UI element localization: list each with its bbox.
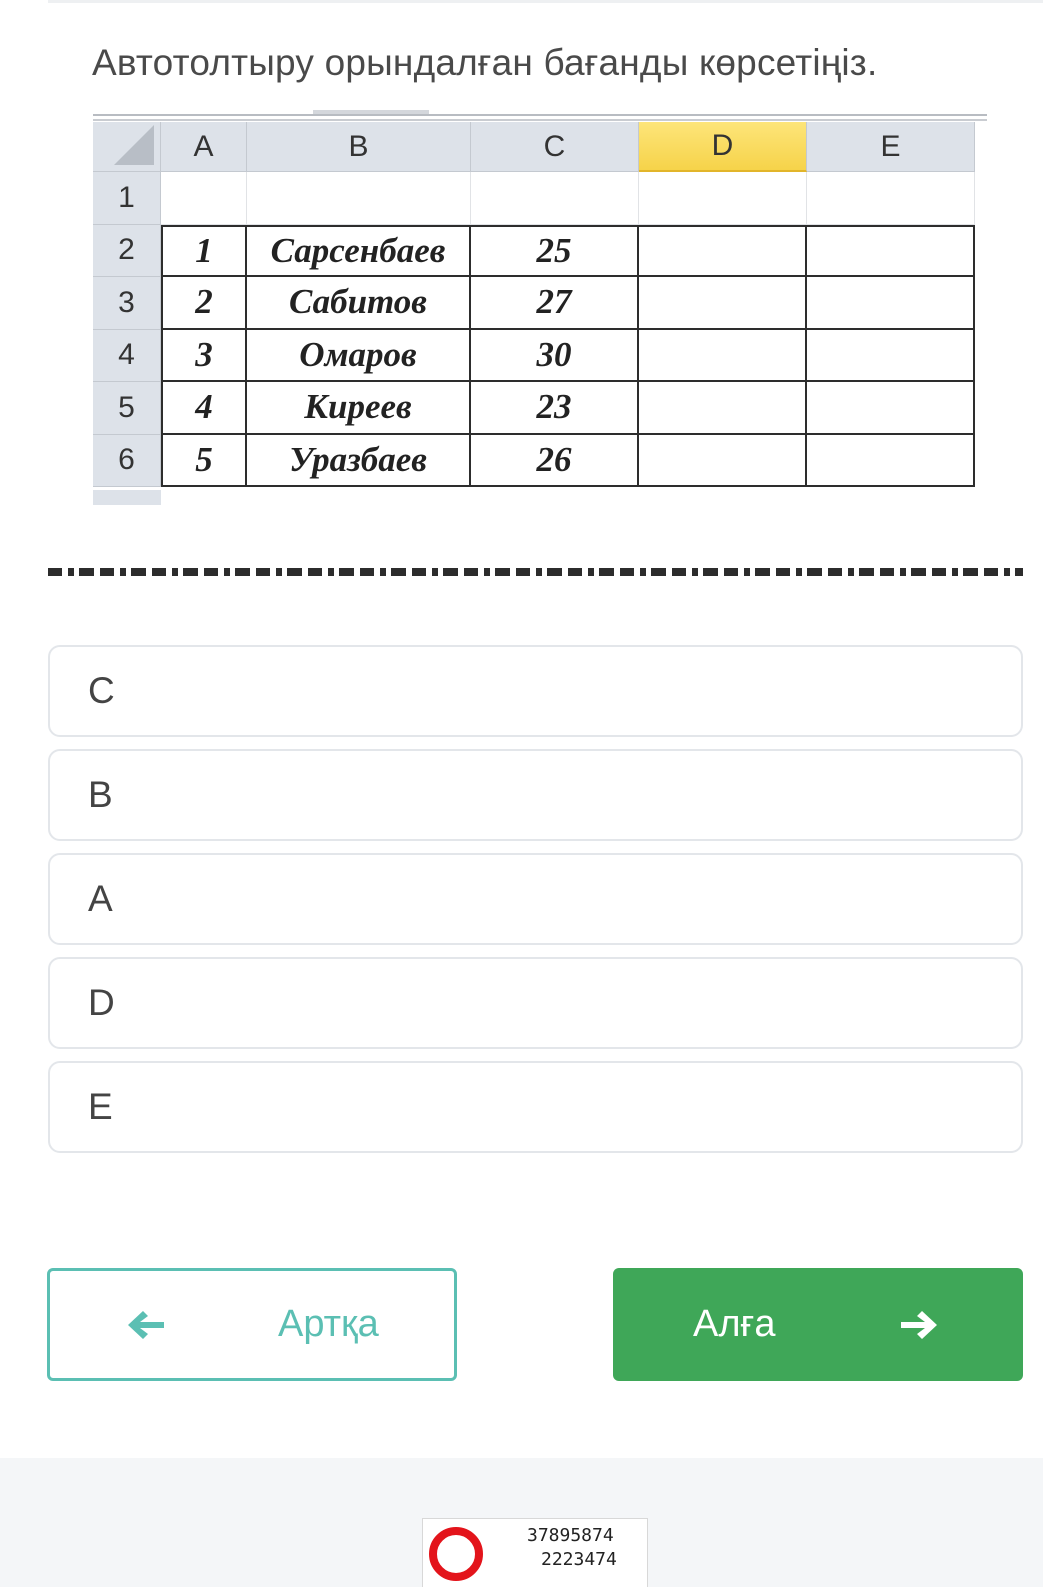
cell-c1 xyxy=(471,172,639,225)
sheet-frame-line xyxy=(93,114,987,116)
cell-c3: 27 xyxy=(471,277,639,330)
footer-number-2: 2223474 xyxy=(541,1549,617,1570)
sheet-frame-line xyxy=(93,119,987,121)
row-header-6: 6 xyxy=(93,435,161,488)
row-header-3: 3 xyxy=(93,277,161,330)
column-header-d: D xyxy=(639,122,807,172)
spreadsheet-grid xyxy=(93,122,975,487)
back-button[interactable] xyxy=(47,1268,457,1381)
row-header-1: 1 xyxy=(93,172,161,225)
cell-e2 xyxy=(807,225,975,278)
cell-a5: 4 xyxy=(161,382,247,435)
answer-option-5[interactable]: E xyxy=(48,1061,1023,1153)
cell-e4 xyxy=(807,330,975,383)
cell-b5: Киреев xyxy=(247,382,471,435)
cell-e3 xyxy=(807,277,975,330)
cell-c2: 25 xyxy=(471,225,639,278)
cell-b3: Сабитов xyxy=(247,277,471,330)
cell-a1 xyxy=(161,172,247,225)
question-text: Автотолтыру орындалған бағанды көрсетіңіз. xyxy=(92,42,878,83)
cell-d3 xyxy=(639,277,807,330)
cell-e5 xyxy=(807,382,975,435)
next-button[interactable] xyxy=(613,1268,1023,1381)
cell-a4: 3 xyxy=(161,330,247,383)
answer-option-3[interactable]: A xyxy=(48,853,1023,945)
row-header-tail xyxy=(93,490,161,505)
column-header-c: C xyxy=(471,122,639,172)
cell-d1 xyxy=(639,172,807,225)
answer-option-2[interactable]: B xyxy=(48,749,1023,841)
column-header-e: E xyxy=(807,122,975,172)
answer-option-4[interactable]: D xyxy=(48,957,1023,1049)
cell-b4: Омаров xyxy=(247,330,471,383)
column-header-b: B xyxy=(247,122,471,172)
select-all-corner xyxy=(93,122,161,172)
cell-b1 xyxy=(247,172,471,225)
answer-option-1[interactable]: C xyxy=(48,645,1023,737)
row-header-5: 5 xyxy=(93,382,161,435)
dashed-divider xyxy=(48,568,1023,576)
cell-b2: Сарсенбаев xyxy=(247,225,471,278)
column-header-a: A xyxy=(161,122,247,172)
cell-a2: 1 xyxy=(161,225,247,278)
circle-logo-icon xyxy=(429,1527,483,1581)
back-button-label: Артқа xyxy=(278,1303,379,1345)
cell-a6: 5 xyxy=(161,435,247,488)
next-button-label: Алға xyxy=(693,1303,776,1345)
cell-d6 xyxy=(639,435,807,488)
footer-number-1: 37895874 xyxy=(527,1525,614,1546)
cell-c5: 23 xyxy=(471,382,639,435)
cell-c4: 30 xyxy=(471,330,639,383)
cell-a3: 2 xyxy=(161,277,247,330)
arrow-left-icon xyxy=(126,1308,166,1342)
spreadsheet-image xyxy=(93,110,987,505)
cell-d4 xyxy=(639,330,807,383)
cell-d5 xyxy=(639,382,807,435)
cell-b6: Уразбаев xyxy=(247,435,471,488)
cell-c6: 26 xyxy=(471,435,639,488)
row-header-2: 2 xyxy=(93,225,161,278)
row-header-4: 4 xyxy=(93,330,161,383)
footer-badge xyxy=(422,1518,648,1587)
cell-e6 xyxy=(807,435,975,488)
cell-e1 xyxy=(807,172,975,225)
arrow-right-icon xyxy=(899,1308,939,1342)
top-divider xyxy=(48,0,1043,3)
cell-d2 xyxy=(639,225,807,278)
